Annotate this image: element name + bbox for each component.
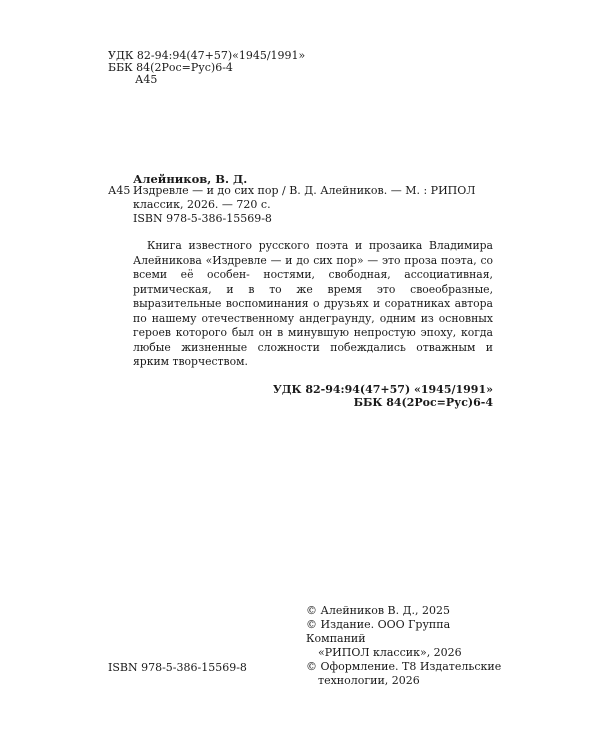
udk-code-top: УДК 82-94:94(47+57)«1945/1991»: [108, 49, 306, 62]
annotation-paragraph: [133, 239, 493, 370]
annotation-line: героев которого был он в минувшую непростую эпоху, когда любые: [133, 326, 493, 354]
annotation-line: жизненные сложности побеждались отважным и ярким творчеством.: [133, 340, 493, 368]
isbn-footer: ISBN 978-5-386-15569-8: [108, 661, 247, 674]
biblio-line: классик, 2026. — 720 с.: [133, 198, 271, 211]
biblio-line: Издревле — и до сих пор / В. Д. Алейников. — М. : РИПОЛ: [133, 184, 476, 197]
annotation-line: автора по нашему отечественному андеграунду, одним из основных: [133, 297, 493, 325]
copyright-line: © Алейников В. Д., 2025: [306, 604, 451, 617]
annotation-line: своеобразные, выразительные воспоминания о друзьях и соратниках: [133, 282, 494, 310]
author-name: Алейников, В. Д.: [133, 172, 248, 186]
author-mark-side: А45: [108, 184, 131, 197]
copyright-line: © Оформление. Т8 Издательские: [306, 660, 502, 673]
copyright-line: «РИПОЛ классик», 2026: [318, 646, 462, 659]
udk-code-bottom: УДК 82-94:94(47+57) «1945/1991»: [272, 383, 493, 396]
copyright-line: © Издание. ООО Группа Компаний: [306, 618, 451, 645]
bibliographic-description: [133, 184, 493, 212]
annotation-line: ностями, свободная, ассоциативная, ритмическая, и в то же время это: [133, 268, 493, 296]
copyright-block: [306, 604, 506, 688]
copyright-line: технологии, 2026: [318, 674, 420, 687]
annotation-line: Книга известного русского поэта и прозаика Владимира Алейникова: [133, 239, 493, 267]
bbk-code-top: ББК 84(2Рос=Рус)6-4: [108, 61, 233, 74]
bbk-code-bottom: ББК 84(2Рос=Рус)6-4: [353, 396, 493, 409]
author-mark-top: А45: [135, 73, 158, 86]
isbn-main: ISBN 978-5-386-15569-8: [133, 212, 272, 225]
annotation-line: «Издревле — и до сих пор» — это проза поэта, со всеми её особен-: [133, 253, 494, 281]
